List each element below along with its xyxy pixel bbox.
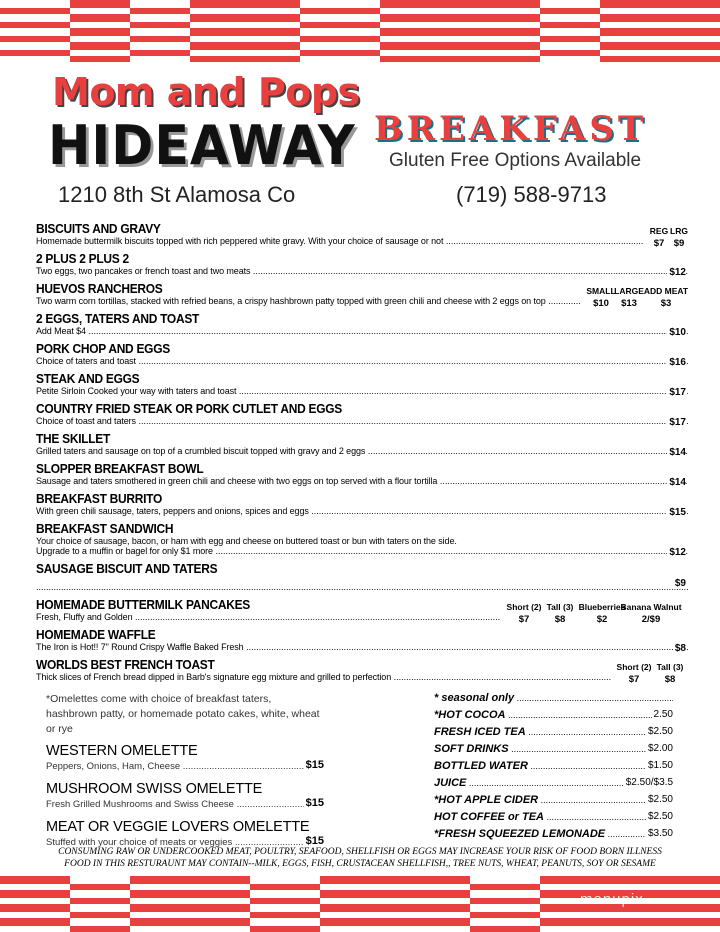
drink-item [434, 777, 673, 794]
omelette-note: *Omelettes come with choice of breakfast taters, hashbrown patty, or homemade potato cakes, white, wheat or rye [46, 693, 320, 735]
menu-item [36, 627, 688, 657]
drink-name: BOTTLED WATER ..... [434, 760, 673, 772]
restaurant-name-line2: HIDEAWAY [48, 114, 356, 177]
price-column-header: LARGE [614, 286, 644, 296]
drink-name: FRESH ICED TEA ..... [434, 726, 673, 738]
drink-price: $2.00 [647, 743, 673, 754]
menu-item-name: BISCUITS AND GRAVY [36, 221, 161, 236]
menu-item-description: Your choice of sausage, bacon, or ham with egg and cheese on buttered toast or bun with taters on the side. [36, 536, 457, 546]
menu-item-description: Petite Sirloin Cooked your way with taters and toast ..... [36, 386, 688, 396]
price-column-value: $10 [593, 298, 609, 309]
menu-item-description: Two eggs, two pancakes or french toast and two meats ..... [36, 266, 688, 276]
omelette-section [46, 692, 324, 851]
drink-item [434, 743, 673, 760]
menu-item-name: HOMEMADE BUTTERMILK PANCAKES [36, 597, 250, 612]
drinks-section [434, 692, 673, 845]
menu-item-price: $12 [669, 547, 686, 558]
drink-item [434, 760, 673, 777]
menu-item-price: $17 [669, 387, 686, 398]
menu-item [36, 461, 688, 491]
menu-item-name: HUEVOS RANCHEROS [36, 281, 163, 296]
omelette-row [46, 797, 324, 813]
omelette-price: $15 [305, 797, 324, 809]
price-column-value: $7 [628, 674, 640, 685]
price-column-header: LRG [670, 226, 688, 236]
menu-item-description: Thick slices of French bread dipped in Barb's signature egg mixture and grilled to perfection ..... [36, 672, 611, 682]
menu-item-price: $12 [669, 267, 686, 278]
menu-item [36, 341, 688, 371]
drink-name: * seasonal only ..... [434, 692, 673, 704]
menu-item-name: BREAKFAST SANDWICH [36, 521, 174, 536]
price-column-header: Tall (3) [546, 602, 574, 612]
price-column-header: ADD MEAT [643, 286, 689, 296]
menu-item-description: Add Meat $4 ..... [36, 326, 688, 336]
menu-item-price: $14 [669, 447, 686, 458]
drink-item [434, 794, 673, 811]
price-column-value: $7 [518, 614, 530, 625]
drink-price: $2.50 [647, 726, 673, 737]
price-column-header: Short (2) [616, 662, 652, 672]
menu-item-description: Grilled taters and sausage on top of a crumbled biscuit topped with gravy and 2 eggs ..... [36, 446, 688, 456]
omelette-name: MUSHROOM SWISS OMELETTE [46, 781, 263, 797]
price-column-header: Banana Walnut [620, 602, 682, 612]
menu-item-price: $8 [674, 643, 686, 654]
gluten-free-note: Gluten Free Options Available [389, 150, 642, 171]
price-column-header: Blueberries [578, 602, 626, 612]
menu-item [36, 371, 688, 401]
price-column-value: $7 [653, 238, 665, 249]
menu-item-name: BREAKFAST BURRITO [36, 491, 162, 506]
menu-item-description [36, 582, 688, 593]
drink-item [434, 692, 673, 709]
drink-price: $2.50/$3.5 [625, 777, 673, 788]
allergy-disclaimer [0, 846, 720, 870]
menu-item-price: $14 [669, 477, 686, 488]
drink-name: HOT COFFEE or TEA ..... [434, 811, 673, 823]
menu-item [36, 431, 688, 461]
omelette-description: Fresh Grilled Mushrooms and Swiss Cheese ..... [46, 799, 324, 810]
drink-item [434, 709, 673, 726]
menu-item [36, 401, 688, 431]
menu-item-name: SLOPPER BREAKFAST BOWL [36, 461, 204, 476]
price-column-header: Short (2) [506, 602, 542, 612]
drink-name: *HOT COCOA ..... [434, 709, 673, 721]
menu-item-name: PORK CHOP AND EGGS [36, 341, 170, 356]
menu-item-description: Homemade buttermilk biscuits topped with rich peppered white gravy. With your choice of sausage or not ..... [36, 236, 644, 246]
menu-item [36, 221, 688, 251]
drink-price: $3.50 [647, 828, 673, 839]
menu-item [36, 521, 688, 561]
price-column-value: $8 [664, 674, 676, 685]
breakfast-heading: BREAKFAST [374, 109, 648, 149]
restaurant-name-line1: Mom and Pops [52, 70, 360, 114]
disclaimer-line-1: CONSUMING RAW OR UNDERCOOKED MEAT, POULTRY, SEAFOOD, SHELLFISH OR EGGS MAY INCREASE YOUR RISK OF FOOD BORN ILLNESS [58, 847, 662, 857]
drink-name: SOFT DRINKS ..... [434, 743, 673, 755]
menu-item [36, 311, 688, 341]
omelette-description: Peppers, Onions, Ham, Cheese ..... [46, 761, 324, 772]
drink-item [434, 811, 673, 828]
disclaimer-line-2: FOOD IN THIS RESTURAUNT MAY CONTAIN--MILK, EGGS, FISH, CRUSTACEAN SHELLFISH,, TREE NUTS, WHEAT, PEANUTS, SOY OR SESAME [64, 859, 656, 869]
menu-item [36, 251, 688, 281]
omelette-row [46, 759, 324, 775]
menu-item-price: $16 [669, 357, 686, 368]
price-column-value: $8 [554, 614, 566, 625]
drink-price: 2.50 [653, 709, 673, 720]
menu-item-name: 2 EGGS, TATERS AND TOAST [36, 311, 200, 326]
omelette-price: $15 [305, 759, 324, 771]
menu-item-price: $10 [669, 327, 686, 338]
omelette-name: MEAT OR VEGGIE LOVERS OMELETTE [46, 819, 310, 835]
menu-item-description: Sausage and taters smothered in green chili and cheese with two eggs on top served with a flour tortilla ..... [36, 476, 688, 486]
menu-item-name: THE SKILLET [36, 431, 111, 446]
menu-item-name: STEAK AND EGGS [36, 371, 140, 386]
drink-item [434, 726, 673, 743]
menu-item-price: $15 [669, 507, 686, 518]
top-stripe-border [0, 0, 720, 62]
price-column-header: SMALL [586, 286, 616, 296]
drink-name: *FRESH SQUEEZED LEMONADE ..... [434, 828, 673, 840]
menu-item-description: Fresh, Fluffy and Golden ..... [36, 612, 501, 622]
menu-item-name: COUNTRY FRIED STEAK OR PORK CUTLET AND EGGS [36, 401, 342, 416]
price-column-value: 2/$9 [641, 614, 661, 625]
menu-item-price: $17 [669, 417, 686, 428]
menu-item [36, 491, 688, 521]
menu-item-name: SAUSAGE BISCUIT AND TATERS [36, 561, 218, 576]
price-column-header: REG [649, 226, 669, 236]
menu-item-description: The Iron is Hot!! 7" Round Crispy Waffle Baked Fresh ..... [36, 642, 688, 652]
drink-item [434, 828, 673, 845]
menu-item-name: WORLDS BEST FRENCH TOAST [36, 657, 215, 672]
menu-item [36, 281, 688, 311]
menu-item-description: Choice of toast and taters ..... [36, 416, 688, 426]
drink-price: $2.50 [647, 794, 673, 805]
menu-item-name: HOMEMADE WAFFLE [36, 627, 156, 642]
phone-number: (719) 588-9713 [456, 182, 607, 207]
menu-item [36, 561, 688, 597]
price-column-value: $13 [621, 298, 637, 309]
menu-item-description-2: Upgrade to a muffin or bagel for only $1 more ..... [36, 546, 688, 556]
menu-item-description: Choice of taters and toast ..... [36, 356, 688, 366]
breakfast-menu-list [36, 221, 688, 687]
address: 1210 8th St Alamosa Co [58, 182, 296, 207]
menupix-watermark: menupix [580, 891, 644, 908]
price-column-value: $2 [596, 614, 608, 625]
menu-item [36, 657, 688, 687]
drink-price: $2.50 [647, 811, 673, 822]
price-column-value: $3 [660, 298, 672, 309]
omelette-price: $15 [305, 835, 324, 847]
drink-name: *HOT APPLE CIDER ..... [434, 794, 673, 806]
menu-item-price: $9 [674, 578, 686, 589]
drink-price: $1.50 [647, 760, 673, 771]
menu-item-description: Two warm corn tortillas, stacked with refried beans, a crispy hashbrown patty topped with green chili and cheese with 2 eggs on top ..... [36, 296, 581, 306]
price-column-value: $9 [673, 238, 685, 249]
omelette-name: WESTERN OMELETTE [46, 743, 198, 759]
menu-item [36, 597, 688, 627]
drink-name: JUICE ..... [434, 777, 673, 789]
omelette-description: Stuffed with your choice of meats or veggies ..... [46, 837, 324, 848]
menu-item-name: 2 PLUS 2 PLUS 2 [36, 251, 129, 266]
menu-item-description: With green chili sausage, taters, peppers and onions, spices and eggs ..... [36, 506, 688, 516]
price-column-header: Tall (3) [656, 662, 684, 672]
